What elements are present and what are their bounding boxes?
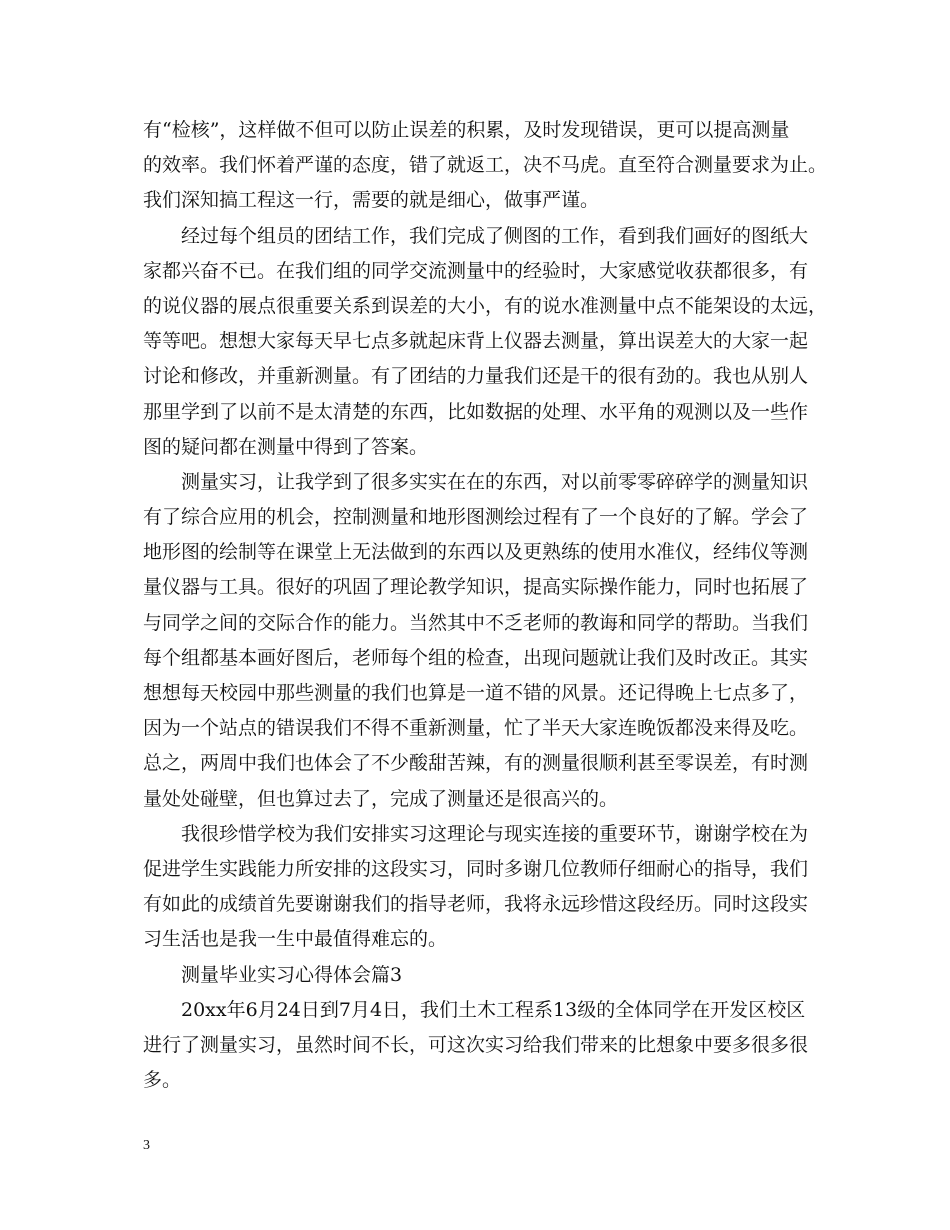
text-line: 总之，两周中我们也体会了不少酸甜苦辣，有的测量很顺利甚至零误差，有时测 <box>143 752 809 775</box>
text-line: 那里学到了以前不是太清楚的东西，比如数据的处理、水平角的观测以及一些作 <box>143 400 809 423</box>
text-line: 每个组都基本画好图后，老师每个组的检查，出现问题就让我们及时改正。其实 <box>143 646 809 669</box>
text-line: 促进学生实践能力所安排的这段实习，同时多谢几位教师仔细耐心的指导，我们 <box>143 857 809 880</box>
text-line: 的说仪器的展点很重要关系到误差的大小，有的说水准测量中点不能架设的太远， <box>143 294 828 317</box>
text-line: 进行了测量实习，虽然时间不长，可这次实习给我们带来的比想象中要多很多很 <box>143 1033 809 1056</box>
section-heading: 测量毕业实习心得体会篇3 <box>181 963 403 986</box>
text-line: 想想每天校园中那些测量的我们也算是一道不错的风景。还记得晚上七点多了， <box>143 682 809 704</box>
text-line: 有如此的成绩首先要谢谢我们的指导老师，我将永远珍惜这段经历。同时这段实 <box>143 893 809 916</box>
paragraph-start-line: 测量实习，让我学到了很多实实在在的东西，对以前零零碎碎学的测量知识 <box>181 470 809 493</box>
paragraph-start-line: 20xx年6月24日到7月4日，我们土木工程系13级的全体同学在开发区校区 <box>181 998 806 1021</box>
text-line: 与同学之间的交际合作的能力。当然其中不乏老师的教诲和同学的帮助。当我们 <box>143 611 809 634</box>
text-line: 有“检核”，这样做不但可以防止误差的积累，及时发现错误，更可以提高测量 <box>143 119 790 141</box>
body-text <box>143 113 828 1098</box>
paragraph-start-line: 我很珍惜学校为我们安排实习这理论与现实连接的重要环节，谢谢学校在为 <box>181 822 809 845</box>
text-line: 量处处碰壁，但也算过去了，完成了测量还是很高兴的。 <box>143 787 619 810</box>
page-number: 3 <box>143 1138 150 1153</box>
text-line: 等等吧。想想大家每天早七点多就起床背上仪器去测量，算出误差大的大家一起 <box>143 330 809 353</box>
text-line: 有了综合应用的机会，控制测量和地形图测绘过程有了一个良好的了解。学会了 <box>143 506 809 529</box>
text-line: 讨论和修改，并重新测量。有了团结的力量我们还是干的很有劲的。我也从别人 <box>143 365 809 388</box>
text-line: 地形图的绘制等在课堂上无法做到的东西以及更熟练的使用水准仪，经纬仪等测 <box>143 541 809 564</box>
text-line: 图的疑问都在测量中得到了答案。 <box>143 435 429 458</box>
text-line: 因为一个站点的错误我们不得不重新测量，忙了半天大家连晚饭都没来得及吃。 <box>143 717 809 740</box>
text-line: 量仪器与工具。很好的巩固了理论教学知识，提高实际操作能力，同时也拓展了 <box>143 576 809 599</box>
paragraph-start-line: 经过每个组员的团结工作，我们完成了侧图的工作，看到我们画好的图纸大 <box>181 224 809 247</box>
text-line: 习生活也是我一生中最值得难忘的。 <box>143 928 448 951</box>
text-line: 多。 <box>143 1069 182 1092</box>
text-line: 的效率。我们怀着严谨的态度，错了就返工，决不马虎。直至符合测量要求为止。 <box>143 154 828 177</box>
text-line: 家都兴奋不已。在我们组的同学交流测量中的经验时，大家感觉收获都很多，有 <box>143 259 809 282</box>
text-line: 我们深知搞工程这一行，需要的就是细心，做事严谨。 <box>143 189 600 212</box>
